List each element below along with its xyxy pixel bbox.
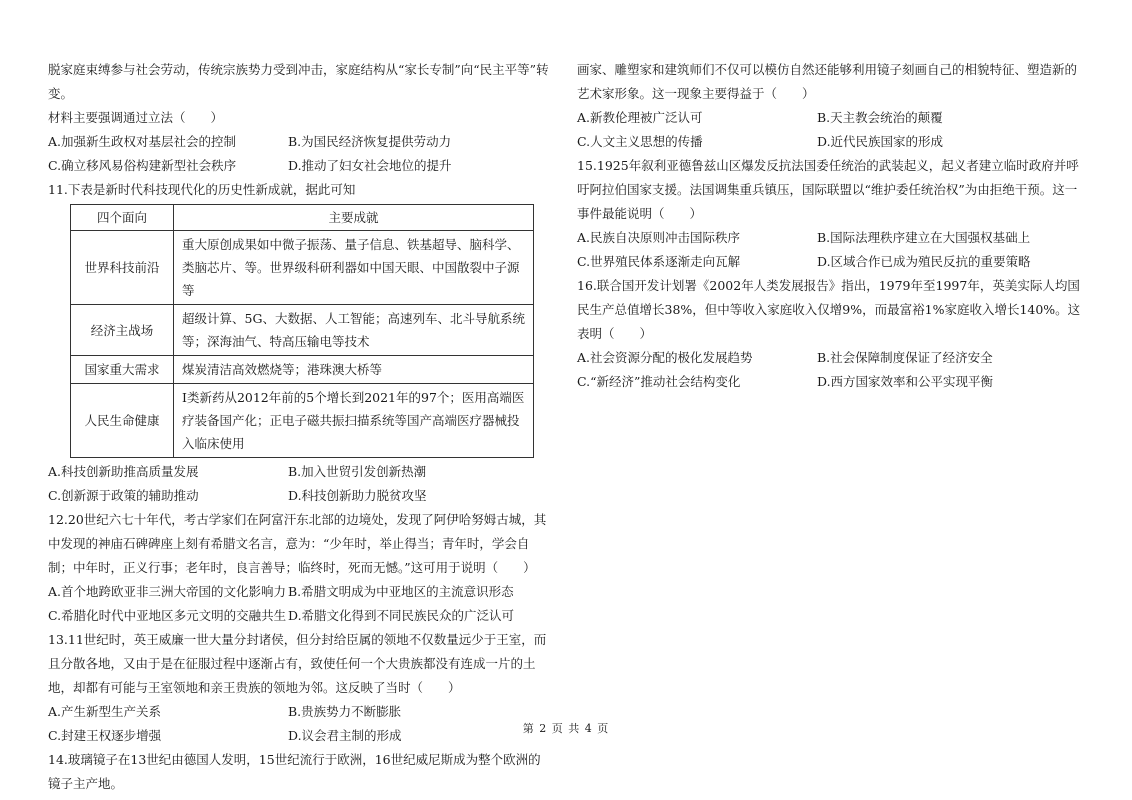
q13-option-d: D.议会君主制的形成 [288, 728, 402, 743]
q14-stem: 14.玻璃镜子在13世纪由德国人发明，15世纪流行于欧洲，16世纪威尼斯成为整个欧洲的镜子主产地。 [48, 752, 541, 791]
q11-table [70, 204, 534, 458]
q11-option-b: B.加入世贸引发创新热潮 [288, 464, 427, 479]
q12-option-a: A.首个地跨欧亚非三洲大帝国的文化影响力 [48, 584, 287, 599]
table-row [71, 305, 534, 356]
q11-option-d: D.科技创新助力脱贫攻坚 [288, 488, 427, 503]
q14-option-a: A.新教伦理被广泛认可 [577, 110, 703, 125]
q13-option-a: A.产生新型生产关系 [48, 704, 162, 719]
q11-row-achievement: 超级计算、5G、大数据、人工智能；高速列车、北斗导航系统等；深海油气、特高压输电等技术 [174, 305, 534, 356]
q10-option-d: D.推动了妇女社会地位的提升 [288, 158, 452, 173]
page-footer: 第 2 页 共 4 页 [522, 722, 610, 735]
q13-option-b: B.贵族势力不断膨胀 [288, 704, 402, 719]
q11-row-aspect: 人民生命健康 [71, 384, 174, 458]
q10-intro-line: 脱家庭束缚参与社会劳动，传统宗族势力受到冲击，家庭结构从“家长专制”向“民主平等”转变。 [48, 62, 549, 101]
q12-options [48, 580, 553, 628]
q16-option-d: D.西方国家效率和公平实现平衡 [817, 374, 994, 389]
q10-stem-tail: 材料主要强调通过立法（ ） [48, 110, 224, 125]
q12-option-c: C.希腊化时代中亚地区多元文明的交融共生 [48, 608, 287, 623]
q15-option-a: A.民族自决原则冲击国际秩序 [577, 230, 741, 245]
q11-row-aspect: 世界科技前沿 [71, 231, 174, 305]
q14-stem-continued: 画家、雕塑家和建筑师们不仅可以模仿自然还能够利用镜子刻画自己的相貌特征、塑造新的艺术家形象。这一现象主要得益于（ ） [577, 62, 1078, 101]
q13-stem: 13.11世纪时，英王威廉一世大量分封诸侯，但分封给臣属的领地不仅数量远少于王室，而且分散各地，又由于是在征服过程中逐渐占有，致使任何一个大贵族都没有连成一片的土地，却都有可能与王室领地和亲王贵族的领地为邻。这反映了当时（ ） [48, 632, 547, 695]
q11-option-c: C.创新源于政策的辅助推动 [48, 488, 199, 503]
q16-stem: 16.联合国开发计划署《2002年人类发展报告》指出，1979年至1997年，英美实际人均国民生产总值增长38%，但中等收入家庭收入仅增9%，而最富裕1%家庭收入增长140%。这表明（ ） [577, 278, 1081, 341]
q10-option-c: C.确立移风易俗构建新型社会秩序 [48, 158, 237, 173]
q16-option-a: A.社会资源分配的极化发展趋势 [577, 350, 753, 365]
q11-table-header [71, 205, 534, 231]
q14-options [577, 106, 1087, 154]
q11-row-achievement: I类新药从2012年前的5个增长到2021年的97个；医用高端医疗装备国产化；正电子磁共振扫描系统等国产高端医疗器械投入临床使用 [174, 384, 534, 458]
q16-options [577, 346, 1087, 394]
q12-option-b: B.希腊文明成为中亚地区的主流意识形态 [288, 584, 514, 599]
table-row [71, 231, 534, 305]
q11-option-a: A.科技创新助推高质量发展 [48, 464, 199, 479]
q11-options [48, 460, 553, 508]
q12-option-d: D.希腊文化得到不同民族民众的广泛认可 [288, 608, 515, 623]
q10-option-a: A.加强新生政权对基层社会的控制 [48, 134, 237, 149]
q10-options [48, 130, 553, 178]
q15-options [577, 226, 1087, 274]
q11-header-achievement: 主要成就 [174, 205, 534, 231]
q12-stem: 12.20世纪六七十年代，考古学家们在阿富汗东北部的边境处，发现了阿伊哈努姆古城，其中发现的神庙石碑碑座上刻有希腊文名言，意为：“少年时，举止得当；青年时，学会自制；中年时，正义行事；老年时，良言善导；临终时，死而无憾。”这可用于说明（ ） [48, 512, 547, 575]
table-row [71, 384, 534, 458]
q16-option-c: C.“新经济”推动社会结构变化 [577, 374, 741, 389]
q11-row-achievement: 重大原创成果如中微子振荡、量子信息、铁基超导、脑科学、类脑芯片、等。世界级科研利器如中国天眼、中国散裂中子源等 [174, 231, 534, 305]
table-row [71, 356, 534, 384]
q15-option-c: C.世界殖民体系逐渐走向瓦解 [577, 254, 741, 269]
q11-row-aspect: 经济主战场 [71, 305, 174, 356]
q16-option-b: B.社会保障制度保证了经济安全 [817, 350, 993, 365]
q11-row-aspect: 国家重大需求 [71, 356, 174, 384]
q11-row-achievement: 煤炭清洁高效燃烧等；港珠澳大桥等 [174, 356, 534, 384]
q14-option-b: B.天主教会统治的颠覆 [817, 110, 943, 125]
q14-option-c: C.人文主义思想的传播 [577, 134, 703, 149]
right-column [577, 58, 1087, 394]
q14-option-d: D.近代民族国家的形成 [817, 134, 944, 149]
q10-option-b: B.为国民经济恢复提供劳动力 [288, 134, 452, 149]
q13-option-c: C.封建王权逐步增强 [48, 728, 162, 743]
q11-header-aspect: 四个面向 [71, 205, 174, 231]
q15-option-d: D.区域合作已成为殖民反抗的重要策略 [817, 254, 1031, 269]
q15-option-b: B.国际法理秩序建立在大国强权基础上 [817, 230, 1031, 245]
q15-stem: 15.1925年叙利亚德鲁兹山区爆发反抗法国委任统治的武装起义，起义者建立临时政府并呼吁阿拉伯国家支援。法国调集重兵镇压，国际联盟以“维护委任统治权”为由拒绝干预。这一事件最能说明（ ） [577, 158, 1079, 221]
q11-stem: 11.下表是新时代科技现代化的历史性新成就，据此可知 [48, 182, 356, 197]
left-column [48, 58, 553, 796]
